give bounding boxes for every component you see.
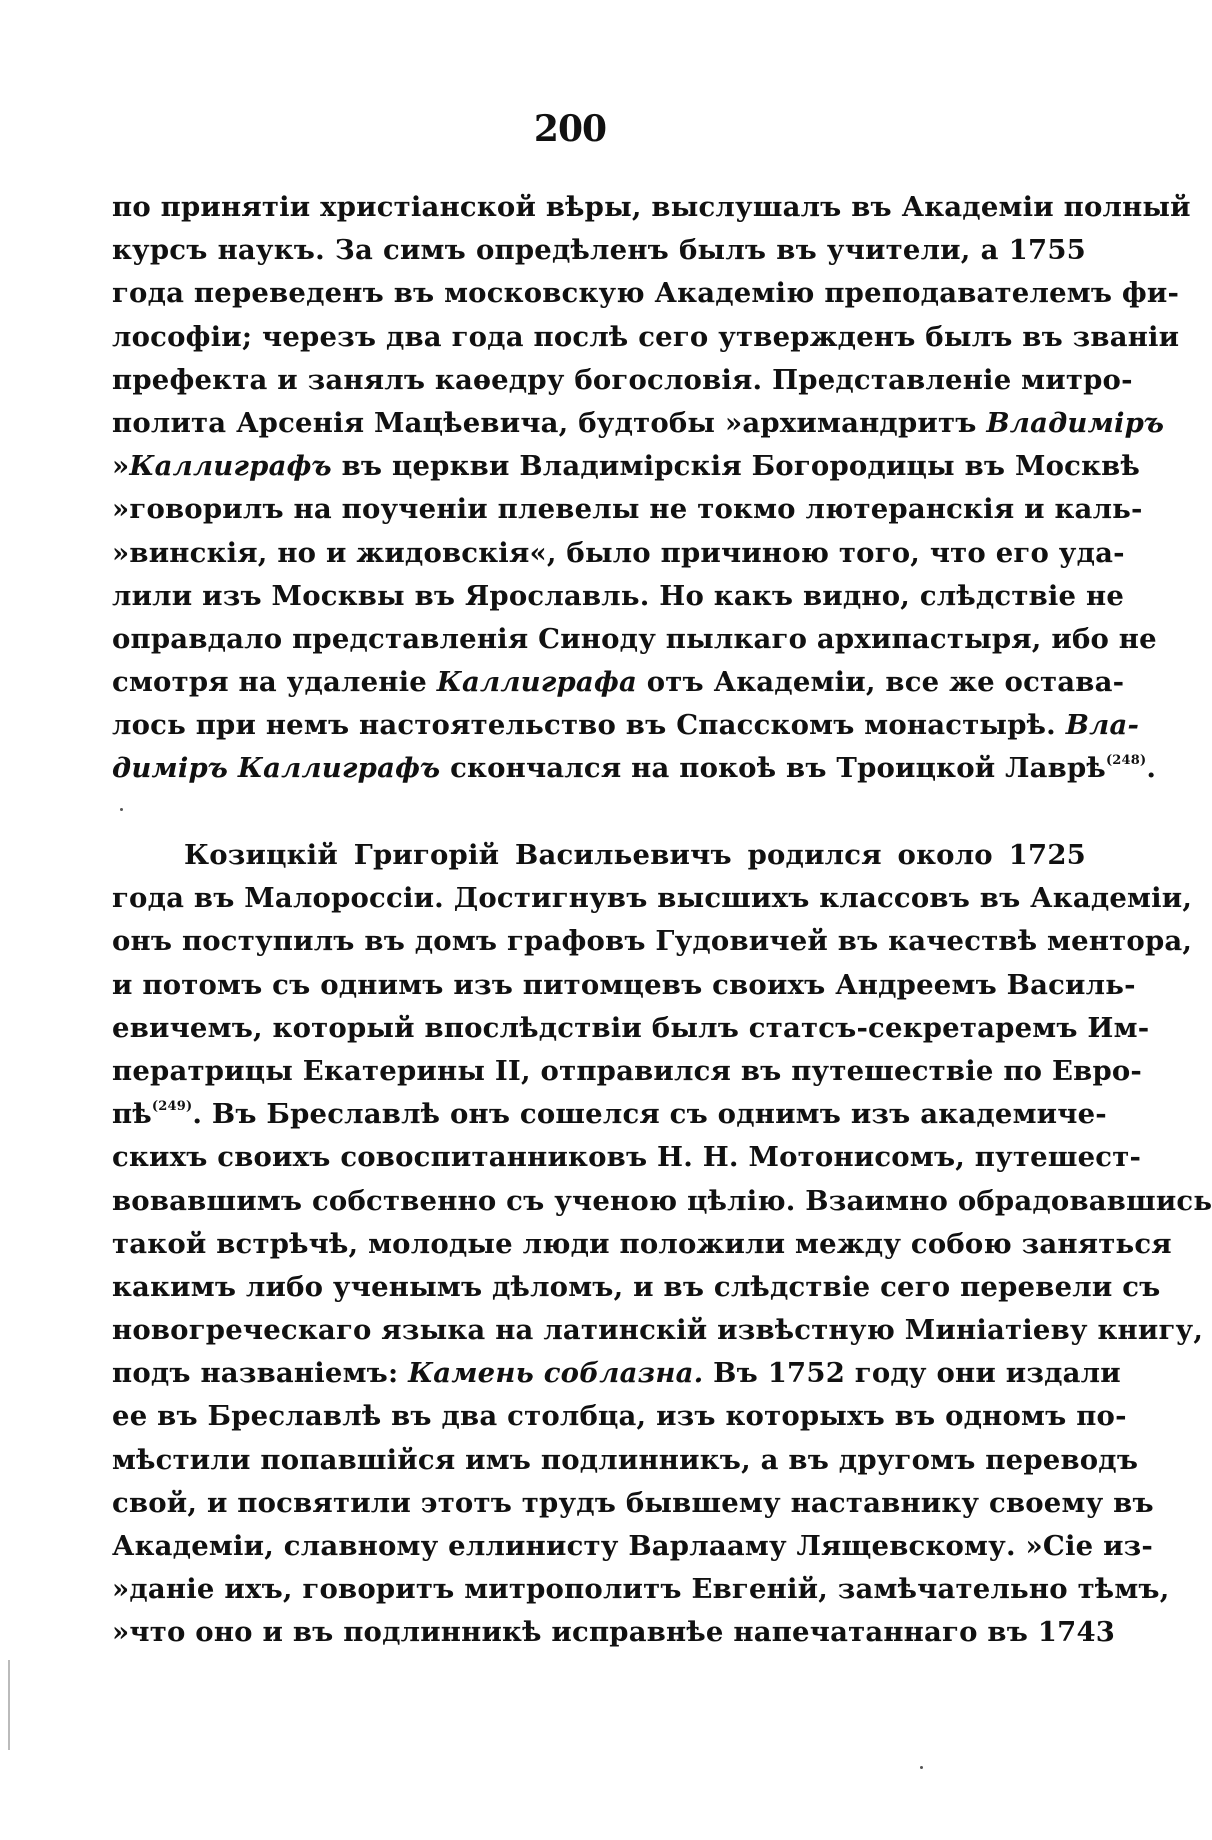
- text-line: новогреческаго языка на латинскій извѣстную Миніатіеву книгу,: [112, 1314, 1204, 1347]
- text-segment: отъ Академіи, все же остава-: [636, 666, 1125, 699]
- text-segment: .: [1146, 752, 1157, 785]
- text-segment: »: [112, 450, 130, 483]
- text-line: мѣстили попавшійся имъ подлинникъ, а въ другомъ переводъ: [112, 1443, 1139, 1476]
- italic-name: Каллиграфа: [436, 666, 637, 699]
- text-segment: лось при немъ настоятельство въ Спасскомъ монастырѣ.: [112, 709, 1056, 742]
- scan-margin-mark: [8, 1660, 10, 1750]
- text-line: курсъ наукъ. За симъ опредѣленъ былъ въ учители, а 1755: [112, 234, 1086, 267]
- text-line: »даніе ихъ, говоритъ митрополитъ Евгеній, замѣчательно тѣмъ,: [112, 1573, 1170, 1606]
- italic-name: Каллиграфъ: [129, 450, 332, 483]
- text-line: лили изъ Москвы въ Ярославль. Но какъ видно, слѣдствіе не: [112, 579, 1125, 612]
- text-segment: подъ названіемъ:: [112, 1357, 399, 1390]
- text-line: скихъ своихъ совоспитанниковъ Н. Н. Мотонисомъ, путешест-: [112, 1141, 1142, 1174]
- text-line: [112, 402, 1165, 445]
- text-line: [112, 661, 1125, 704]
- scan-speck: [920, 1766, 923, 1769]
- text-line: [112, 1352, 1121, 1395]
- paragraph-1: [112, 186, 1191, 791]
- text-line: префекта и занялъ каѳедру богословія. Представленіе митро-: [112, 363, 1133, 396]
- text-segment: . Въ Бреславлѣ онъ сошелся съ однимъ изъ академиче-: [192, 1098, 1107, 1131]
- scan-speck: [120, 808, 123, 811]
- italic-name: Вла-: [1065, 709, 1140, 742]
- text-segment: Въ 1752 году они издали: [703, 1357, 1121, 1390]
- text-line: евичемъ, который впослѣдствіи былъ статсъ-секретаремъ Им-: [112, 1011, 1150, 1044]
- text-line: такой встрѣчѣ, молодые люди положили между собою заняться: [112, 1227, 1172, 1260]
- footnote-ref[interactable]: (249): [151, 1099, 193, 1115]
- page-number: 200: [533, 108, 607, 150]
- text-segment: пѣ: [112, 1098, 152, 1131]
- text-line: года переведенъ въ московскую Академію преподавателемъ фи-: [112, 277, 1180, 310]
- text-line: [112, 747, 1157, 790]
- italic-name: Владимiръ: [986, 406, 1165, 439]
- text-segment: скончался на покоѣ въ Троицкой Лаврѣ: [440, 752, 1106, 785]
- text-line: ее въ Бреславлѣ въ два столбца, изъ которыхъ въ одномъ по-: [112, 1400, 1127, 1433]
- person-name: Козицкій Григорій Васильевичъ: [184, 839, 732, 871]
- footnote-ref[interactable]: (248): [1105, 753, 1147, 769]
- text-segment: смотря на удаленіе: [112, 666, 427, 699]
- text-line: [112, 834, 1086, 877]
- text-line: оправдало представленія Синоду пылкаго архипастыря, ибо не: [112, 622, 1157, 655]
- paragraph-2: [112, 834, 1212, 1655]
- text-line: онъ поступилъ въ домъ графовъ Гудовичей въ качествѣ ментора,: [112, 925, 1193, 958]
- text-line: »что оно и въ подлинникѣ исправнѣе напечатаннаго въ 1743: [112, 1616, 1116, 1649]
- text-line: по принятіи христіанской вѣры, выслушалъ въ Академіи полный: [112, 191, 1191, 223]
- text-segment: полита Арсенія Мацѣевича, будтобы »архимандритъ: [112, 406, 977, 439]
- italic-name: димiръ Каллиграфъ: [112, 752, 441, 785]
- text-line: Академіи, славному еллинисту Варлааму Лящевскому. »Сіе из-: [112, 1530, 1154, 1562]
- italic-title: Камень соблазна.: [408, 1357, 704, 1390]
- text-line: ператрицы Екатерины II, отправился въ путешествіе по Евро-: [112, 1054, 1143, 1087]
- text-segment: въ церкви Владимірскія Богородицы въ Москвѣ: [331, 450, 1141, 483]
- text-line: [112, 704, 1140, 747]
- text-line: и потомъ съ однимъ изъ питомцевъ своихъ Андреемъ Василь-: [112, 968, 1136, 1001]
- text-line: лософіи; черезъ два года послѣ сего утвержденъ былъ въ званіи: [112, 320, 1180, 353]
- text-line: [112, 1093, 1107, 1136]
- text-line: свой, и посвятили этотъ трудъ бывшему наставнику своему въ: [112, 1486, 1154, 1519]
- text-line: »винскія, но и жидовскія«, было причиною того, что его уда-: [112, 536, 1125, 569]
- text-line: [112, 445, 1141, 488]
- text-line: вовавшимъ собственно съ ученою цѣлію. Взаимно обрадовавшись: [112, 1184, 1212, 1217]
- text-segment: родился около 1725: [731, 839, 1086, 871]
- text-line: »говорилъ на поученіи плевелы не токмо лютеранскія и каль-: [112, 493, 1143, 526]
- text-line: года въ Малороссіи. Достигнувъ высшихъ классовъ въ Академіи,: [112, 882, 1193, 915]
- text-line: какимъ либо ученымъ дѣломъ, и въ слѣдствіе сего перевели съ: [112, 1270, 1161, 1303]
